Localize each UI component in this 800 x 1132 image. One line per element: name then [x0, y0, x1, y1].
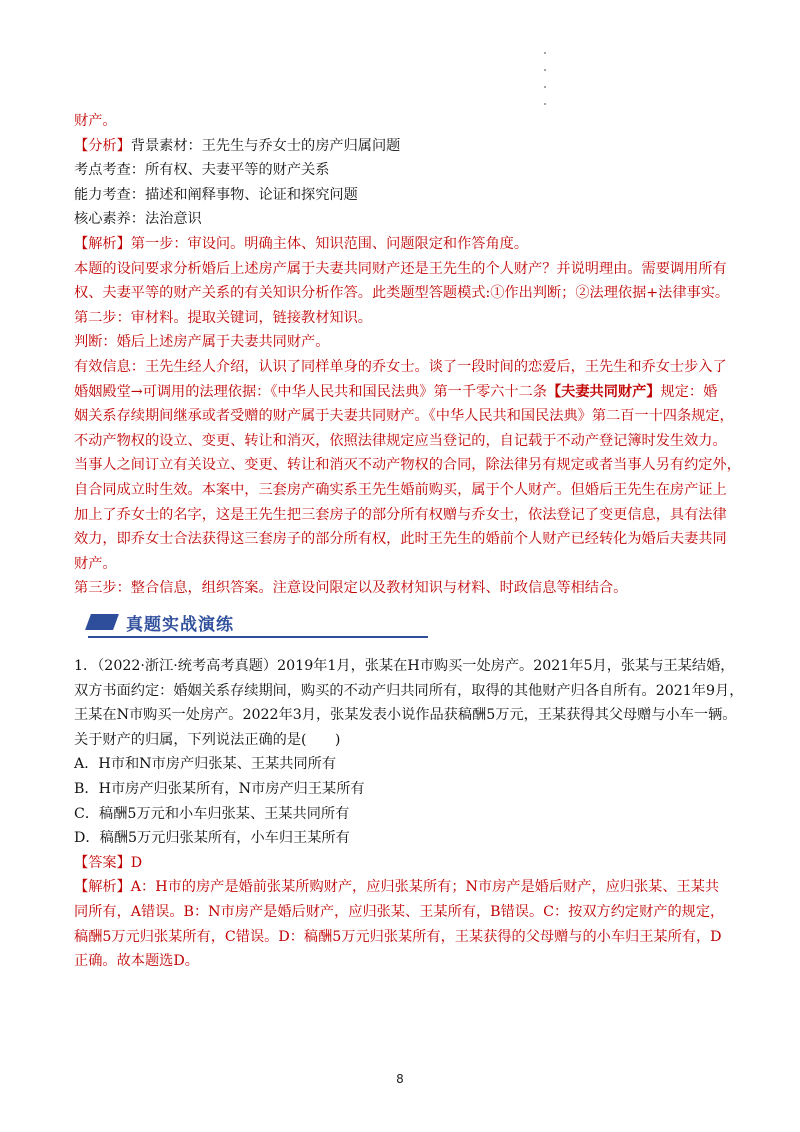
text-line: 判断：婚后上述房产属于夫妻共同财产。	[74, 334, 330, 351]
text-line: 财产。	[74, 555, 117, 572]
section-header-stripe	[85, 614, 119, 630]
answer-line	[74, 851, 734, 876]
explanation-text: 第一步：审设问。明确主体、知识范围、问题限定和作答角度。	[130, 235, 529, 252]
explanation-line	[74, 875, 734, 900]
explanation-line: 正确。故本题选D。	[74, 953, 199, 970]
option-b: B．H市房产归张某所有，N市房产归王某所有	[74, 780, 365, 797]
text-span: 婚姻殿堂→可调用的法理依据：《中华人民共和国民法典》第一千零六十二条	[74, 383, 547, 400]
text-line: 权、夫妻平等的财产关系的有关知识分析作答。此类题型答题模式:①作出判断；②法理依据+法律事实。	[74, 285, 730, 302]
text-line: 第三步：整合信息，组织答案。注意设问限定以及教材知识与材料、时政信息等相结合。	[74, 580, 628, 597]
text-line: 本题的设问要求分析婚后上述房产属于夫妻共同财产还是王先生的个人财产？并说明理由。需要调用所有	[74, 260, 727, 277]
section-header-rule	[88, 636, 428, 638]
text-line: 考点考查：所有权、夫妻平等的财产关系	[74, 162, 330, 179]
text-line: 第二步：审材料。提取关键词，链接教材知识。	[74, 309, 372, 326]
text-line: 不动产物权的设立、变更、转让和消灭，依照法律规定应当登记的，自记载于不动产登记簿时发生效力。	[74, 432, 727, 449]
text-line: 自合同成立时生效。本案中，三套房产确实系王先生婚前购买，属于个人财产。但婚后王先生在房产证上	[74, 481, 727, 498]
text-line	[74, 380, 730, 405]
question-line: 双方书面约定：婚姻关系存续期间，购买的不动产归共同所有，取得的其他财产归各自所有。2021年9月，	[74, 682, 744, 699]
explanation-text: A：H市的房产是婚前张某所购财产，应归张某所有；N市房产是婚后财产，应归张某、王某共	[130, 879, 720, 896]
analysis-text: 背景素材：王先生与乔女士的房产归属问题	[130, 137, 401, 154]
text-line	[74, 232, 730, 257]
text-line: 姻关系存续期间继承或者受赠的财产属于夫妻共同财产。《中华人民共和国民法典》第二百一十四条规定，	[74, 408, 734, 425]
text-line	[74, 134, 730, 159]
text-line: 当事人之间订立有关设立、变更、转让和消灭不动产物权的合同，除法律另有规定或者当事人另有约定外，	[74, 457, 741, 474]
analysis-tag: 【分析】	[74, 137, 131, 154]
question-line: 王某在N市购买一处房产。2022年3月，张某发表小说作品获稿酬5万元，王某获得其父母赠与小车一辆。	[74, 707, 737, 724]
text-line: 加上了乔女士的名字，这是王先生把三套房子的部分所有权赠与乔女士，依法登记了变更信息，具有法律	[74, 506, 727, 523]
text-span: 规定：婚	[660, 383, 718, 400]
question-line: 1．（2022·浙江·统考高考真题）2019年1月，张某在H市购买一处房产。2021年5月，张某与王某结婚，	[74, 658, 735, 674]
section-title: 真题实战演练	[126, 615, 234, 635]
text-line: 能力考查：描述和阐释事物、论证和探究问题	[74, 186, 358, 203]
text-line: 财产。	[74, 113, 117, 129]
explanation-line: 稿酬5万元归张某所有，C错误。D：稿酬5万元归张某所有，王某获得的父母赠与的小车归王某所有，D	[74, 928, 722, 945]
question-line: 关于财产的归属，下列说法正确的是( )	[74, 731, 341, 748]
text-line: 效力，即乔女士合法获得这三套房子的部分所有权，此时王先生的婚前个人财产已经转化为婚后夫妻共同	[74, 531, 727, 548]
option-a: A．H市和N市房产归张某、王某共同所有	[74, 756, 337, 773]
explanation-line: 同所有，A错误。B：N市房产是婚后财产，应归张某、王某所有，B错误。C：按双方约定财产的规定，	[74, 903, 725, 920]
analysis-block	[74, 109, 741, 601]
answer-value: D	[130, 854, 143, 871]
question-block	[74, 654, 744, 974]
law-article-title: 【夫妻共同财产】	[546, 383, 661, 400]
explanation-tag: 【解析】	[74, 235, 131, 252]
page-number: 8	[396, 1072, 404, 1086]
option-d: D．稿酬5万元归张某所有，小车归王某所有	[74, 830, 350, 847]
section-header	[88, 606, 428, 640]
text-line: 有效信息：王先生经人介绍，认识了同样单身的乔女士。谈了一段时间的恋爱后，王先生和乔女士步入了	[74, 358, 727, 375]
text-line: 核心素养：法治意识	[74, 211, 202, 228]
option-c: C．稿酬5万元和小车归张某、王某共同所有	[74, 805, 350, 822]
answer-tag: 【答案】	[74, 854, 131, 871]
explanation-tag: 【解析】	[74, 879, 131, 896]
